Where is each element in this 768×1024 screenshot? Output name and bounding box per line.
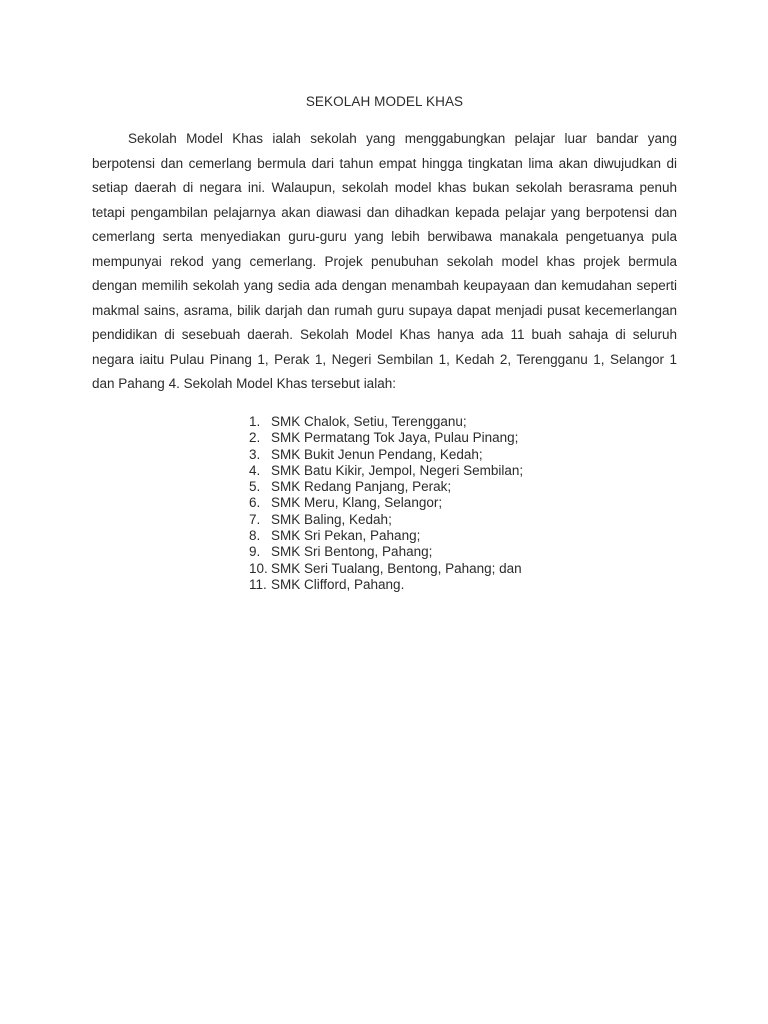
list-item-number: 9.: [249, 544, 261, 560]
list-item-text: SMK Meru, Klang, Selangor;: [271, 495, 443, 511]
list-item: [249, 544, 523, 560]
list-item: [249, 414, 523, 430]
list-item-number: 3.: [249, 446, 261, 462]
document-title: SEKOLAH MODEL KHAS: [305, 94, 464, 109]
list-item-number: 10.: [249, 560, 268, 576]
list-item-number: 6.: [249, 495, 261, 511]
school-list: [249, 414, 523, 593]
list-item: [249, 430, 523, 446]
list-item: [249, 528, 523, 544]
list-item-number: 4.: [249, 462, 261, 478]
body-paragraph: Sekolah Model Khas ialah sekolah yang menggabungkan pelajar luar bandar yang berpotensi dan cemerlang bermula dari tahun empat hingga tingkatan lima akan diwujudkan di setiap daerah di negara ini. Walaupun, sekolah model khas bukan sekolah berasrama penuh tetapi pengambilan pelajarnya akan diawasi dan dihadkan kepada pelajar yang berpotensi dan cemerlang serta menyediakan guru-guru yang lebih berwibawa manakala pengetuanya pula mempunyai rekod yang cemerlang. Projek penubuhan sekolah model khas projek bermula dengan memilih sekolah yang sedia ada dengan menambah keupayaan dan kemudahan seperti makmal sains, asrama, bilik darjah dan rumah guru supaya dapat menjadi pusat kecemerlangan pendidikan di sesebuah daerah. Sekolah Model Khas hanya ada 11 buah sahaja di seluruh negara iaitu Pulau Pinang 1, Perak 1, Negeri Sembilan 1, Kedah 2, Terengganu 1, Selangor 1 dan Pahang 4. Sekolah Model Khas tersebut ialah:: [92, 131, 677, 391]
list-item: [249, 447, 523, 463]
list-item-text: SMK Clifford, Pahang.: [271, 576, 405, 592]
list-item-number: 7.: [249, 511, 261, 527]
list-item-number: 11.: [249, 576, 267, 592]
list-item-text: SMK Sri Pekan, Pahang;: [271, 528, 421, 544]
list-item-number: 8.: [249, 528, 261, 544]
list-item-number: 5.: [249, 479, 261, 495]
list-item-text: SMK Permatang Tok Jaya, Pulau Pinang;: [271, 430, 519, 446]
list-item: [249, 512, 523, 528]
list-item: [249, 577, 523, 593]
list-item-number: 1.: [249, 414, 261, 429]
document-page: [92, 0, 677, 1024]
list-item-text: SMK Baling, Kedah;: [271, 511, 392, 527]
list-item-text: SMK Chalok, Setiu, Terengganu;: [271, 414, 467, 429]
list-item: [249, 495, 523, 511]
list-item-text: SMK Redang Panjang, Perak;: [271, 479, 452, 495]
list-item-text: SMK Bukit Jenun Pendang, Kedah;: [271, 446, 483, 462]
list-item-number: 2.: [249, 430, 261, 446]
list-item: [249, 463, 523, 479]
list-item: [249, 561, 523, 577]
list-item: [249, 479, 523, 495]
list-item-text: SMK Sri Bentong, Pahang;: [271, 544, 433, 560]
list-item-text: SMK Seri Tualang, Bentong, Pahang; dan: [271, 560, 522, 576]
list-item-text: SMK Batu Kikir, Jempol, Negeri Sembilan;: [271, 462, 524, 478]
